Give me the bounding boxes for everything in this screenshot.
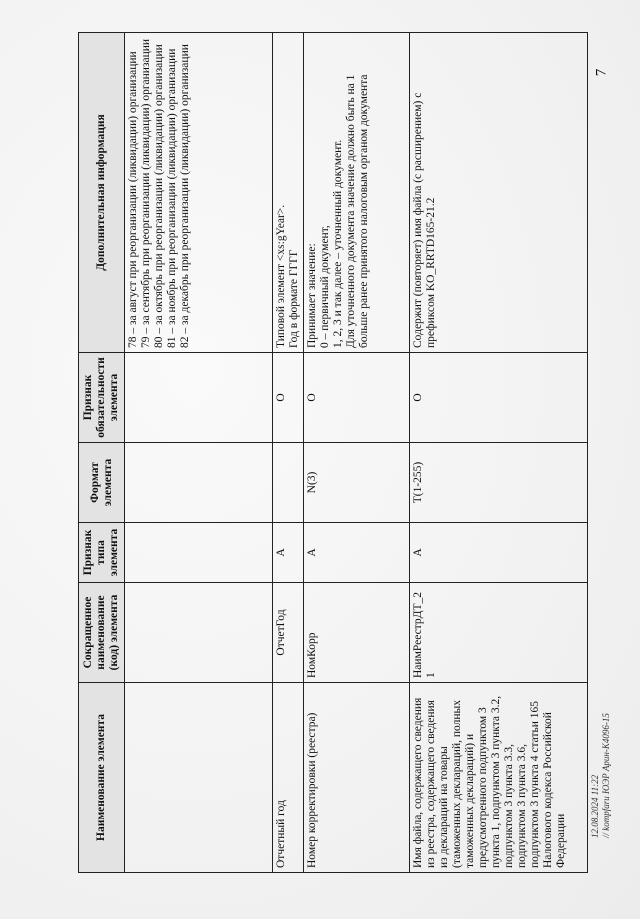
- cell-info: [410, 33, 588, 353]
- cell-code: [125, 583, 273, 683]
- info-line: 81 – за ноябрь при реорганизации (ликвидации) организации: [166, 48, 178, 348]
- cell-info: [273, 33, 304, 353]
- table-row: [304, 33, 410, 873]
- info-line: 78 – за август при реорганизации (ликвидации) организации: [127, 51, 139, 348]
- table-header-row: [79, 33, 125, 873]
- cell-format: [273, 443, 304, 523]
- info-line: Для уточненного документа значение должно быть на 1 больше ранее принятого налоговым органом документа: [345, 74, 370, 348]
- cell-info: [304, 33, 410, 353]
- header-element-name: Наименование элемента: [79, 683, 125, 873]
- info-line: 82 – за декабрь при реорганизации (ликвидации) организации: [179, 44, 191, 348]
- cell-format: [125, 443, 273, 523]
- cell-type: [125, 523, 273, 583]
- info-line: Типовой элемент <xs:gYear>.: [275, 204, 287, 348]
- cell-format: T(1-255): [410, 443, 588, 523]
- rotated-table-container: [78, 33, 578, 873]
- table-row: [410, 33, 588, 873]
- cell-type: А: [410, 523, 588, 583]
- page-number: 7: [593, 68, 610, 77]
- info-line: Принимает значение:: [306, 243, 318, 348]
- header-element-format: Формат элемента: [79, 443, 125, 523]
- cell-required: О: [410, 353, 588, 443]
- cell-format: N(3): [304, 443, 410, 523]
- table-row: [125, 33, 273, 873]
- print-stamp-date: 12.08.2024 11:22: [590, 774, 600, 838]
- info-line: 0 – первичный документ,: [319, 225, 331, 348]
- cell-code: НаимРеестрДТ_21: [410, 583, 588, 683]
- print-stamp: [590, 713, 612, 838]
- header-element-type: Признак типа элемента: [79, 523, 125, 583]
- cell-type: А: [273, 523, 304, 583]
- cell-code: ОтчетГод: [273, 583, 304, 683]
- cell-name: [125, 683, 273, 873]
- cell-name: Номер корректировки (реестра): [304, 683, 410, 873]
- info-line: 1, 2, 3 и так далее – уточненный документ.: [332, 139, 344, 348]
- header-element-info: Дополнительная информация: [79, 33, 125, 353]
- info-line: 80 – за октябрь при реорганизации (ликвидации) организации: [153, 44, 165, 348]
- header-element-code: Сокращенное наименование (код) элемента: [79, 583, 125, 683]
- cell-required: О: [304, 353, 410, 443]
- table-row: [273, 33, 304, 873]
- info-line: 79 – за сентябрь при реорганизации (ликвидации) организации: [140, 38, 152, 348]
- cell-type: А: [304, 523, 410, 583]
- print-stamp-code: // kompfaru ЮЭР Арин-К4096-15: [601, 713, 611, 838]
- info-line: Содержит (повторяет) имя файла (с расширением) с префиксом KO_RRTD165-21.2: [412, 92, 437, 348]
- cell-name: Имя файла, содержащего сведения из реестра, содержащего сведения из деклараций на товары (таможенных деклараций, полных таможенных деклараций) и предусмотренного подпунктом 3 пункта 1, подпунктом 3 пункта 3.2, подпунктом 3 пункта 3.3, подпунктом 3 пункта 3.6, подпунктом 3 пункта 4 статьи 165 Налогового кодекса Российской Федерации: [410, 683, 588, 873]
- cell-info: [125, 33, 273, 353]
- cell-required: [125, 353, 273, 443]
- elements-table: [78, 32, 588, 873]
- cell-name: Отчетный год: [273, 683, 304, 873]
- info-line: Год в формате ГГГГ: [288, 249, 300, 348]
- cell-code: НомКорр: [304, 583, 410, 683]
- cell-required: О: [273, 353, 304, 443]
- header-element-required: Признак обязательности элемента: [79, 353, 125, 443]
